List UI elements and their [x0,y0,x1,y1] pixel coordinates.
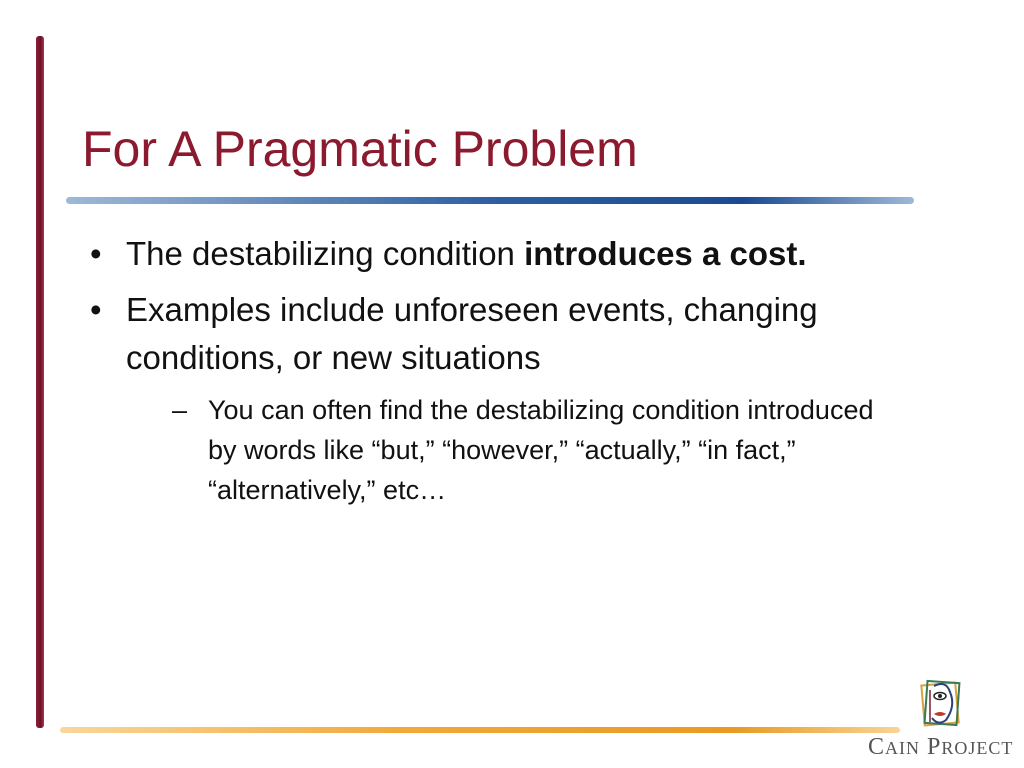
face-sketch-icon [916,672,966,732]
brand-rest-ain: AIN [885,738,921,758]
bullet-text: Examples include unforeseen events, changing conditions, or new situations [126,291,818,376]
brand-rest-roject: ROJECT [941,738,1014,758]
bullet-dot-icon: • [90,235,102,272]
left-vertical-rule [36,36,44,728]
bullet-dot-icon: • [90,291,102,328]
footer-rule [60,727,900,733]
sub-bullet-dash-icon: – [172,395,188,425]
slide-title: For A Pragmatic Problem [82,121,638,177]
sub-bullet-text: You can often find the destabilizing condition introduced by words like “but,” “however,” “actually,” “in fact,” “alternatively,” etc… [208,395,874,505]
bullet-item [90,230,890,278]
brand-initial-c: C [868,734,886,760]
title-underline [66,197,914,204]
bullet-text: The destabilizing condition [126,235,525,272]
brand-initial-p: P [927,734,942,760]
bullet-list [90,230,890,510]
sub-bullet-item [172,390,890,510]
bullet-bold-text: introduces a cost. [524,235,807,272]
bullet-item [90,286,890,382]
cain-project-wordmark [868,734,1013,761]
